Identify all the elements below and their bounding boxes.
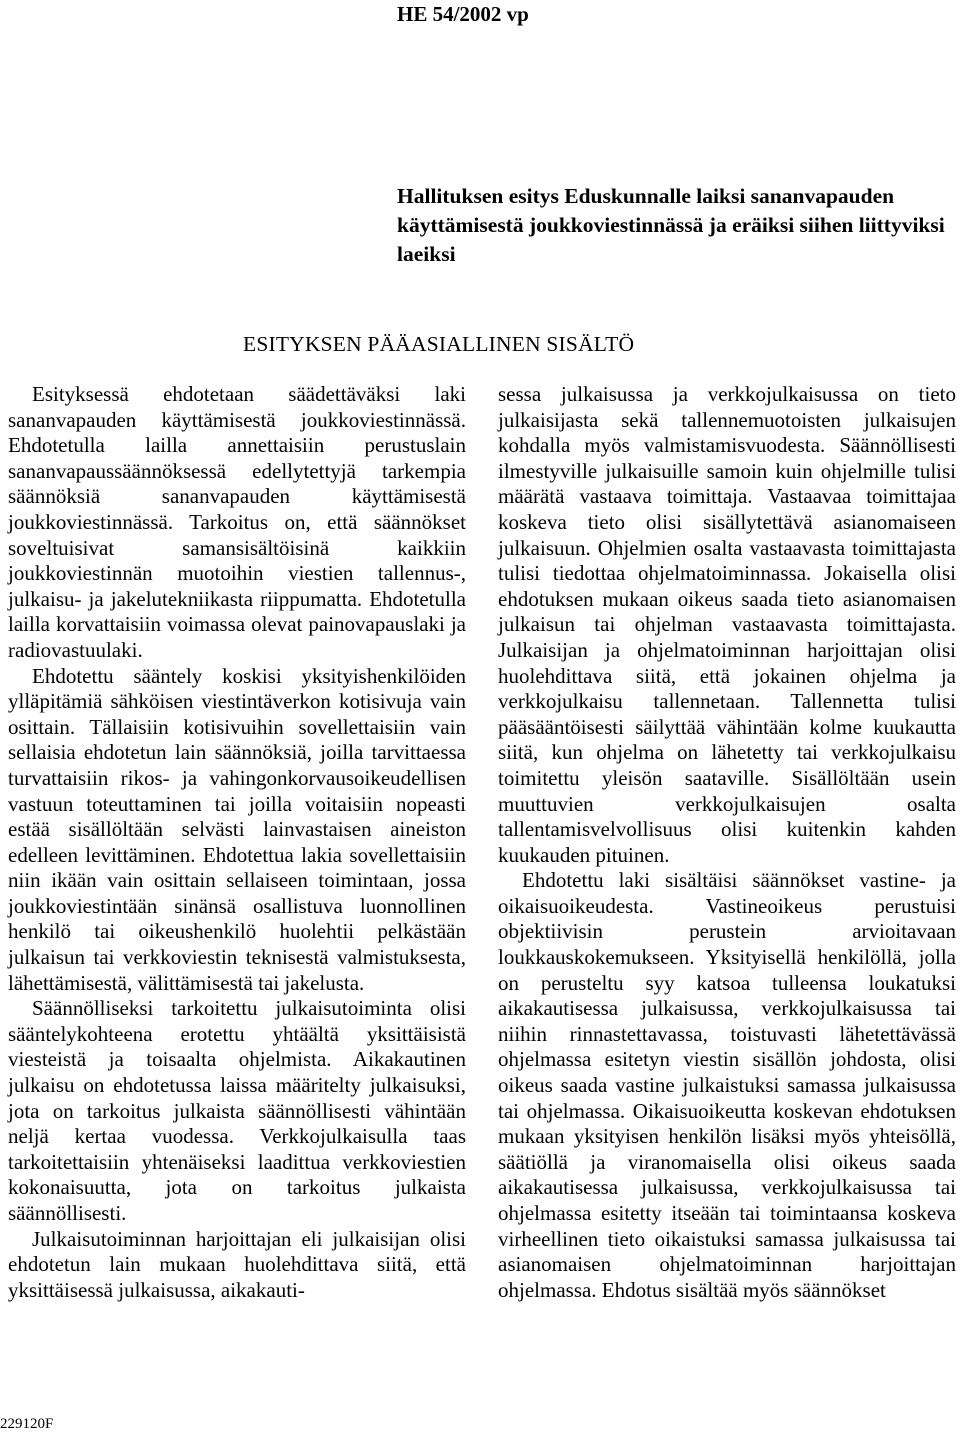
paragraph: Julkaisutoiminnan harjoittajan eli julkaisijan olisi ehdotetun lain mukaan huolehdittava siitä, että yksittäisessä julkaisussa, aikakauti- — [8, 1226, 466, 1302]
paragraph: Ehdotettu laki sisältäisi säännökset vastine- ja oikaisuoikeudesta. Vastineoikeus perustuisi objektiivisin perustein arvioitavaan loukkauskokemukseen. Yksityisellä henkilöllä, jolla on perusteltu syy katsoa tulleensa loukatuksi aikakautisessa julkaisussa, verkkojulkaisussa tai niihin rinnastettavassa, toistuvasti lähetettävässä ohjelmassa esitetyn viestin sisällön johdosta, olisi oikeus saada vastine julkaistuksi samassa julkaisussa tai ohjelmassa. Oikaisuoikeutta koskevan ehdotuksen mukaan yksityisen henkilön lisäksi myös yhteisöllä, säätiöllä ja viranomaisella olisi oikeus saada aikakautisessa julkaisussa, verkkojulkaisussa tai ohjelmassa esitetty itseään tai toimintaansa koskeva virheellinen tieto oikaistuksi samassa julkaisussa tai asianomaisen ohjelmatoiminnan harjoittajan ohjelmassa. Ehdotus sisältää myös säännökset — [498, 868, 956, 1302]
paragraph: Esityksessä ehdotetaan säädettäväksi laki sananvapauden käyttämisestä joukkoviestinnässä. Ehdotetulla lailla annettaisiin perustuslain sananvapaussäännöksessä edellytettyjä tarkempia säännöksiä sananvapauden käyttämisestä joukkoviestinnässä. Tarkoitus on, että säännökset soveltuisivat samansisältöisinä kaikkiin joukkoviestinnän muotoihin viestien tallennus-, julkaisu- ja jakelutekniikasta riippumatta. Ehdotetulla lailla korvattaisiin voimassa olevat painovapauslaki ja radiovastuulaki. — [8, 382, 466, 662]
paragraph: Ehdotettu sääntely koskisi yksityishenkilöiden ylläpitämiä sähköisen viestintäverkon kotisivuja vain osittain. Tällaisiin kotisivuihin sovellettaisiin vain sellaisia ehdotetun lain säännöksiä, joilla tarvittaessa turvattaisiin rikos- ja vahingonkorvausoikeudellisen vastuun toteuttaminen tai joilla voitaisiin nopeasti estää sisällöltään selvästi lainvastaisen aineiston edelleen levittäminen. Ehdotettua lakia sovellettaisiin niin ikään vain osittain sellaiseen toimintaan, jossa joukkoviestintään sinänsä osallistuva luonnollinen henkilö tai oikeushenkilö huolehtii pelkästään julkaisun tai verkkoviestin teknisestä valmistuksesta, lähettämisestä, välittämisestä tai jakelusta. — [8, 663, 466, 995]
section-heading: ESITYKSEN PÄÄASIALLINEN SISÄLTÖ — [243, 332, 635, 356]
paragraph: sessa julkaisussa ja verkkojulkaisussa on tieto julkaisijasta sekä tallennemuotoisten julkaisujen kohdalla myös valmistamisvuodesta. Säännöllisesti ilmestyville julkaisuille samoin kuin ohjelmille tulisi määrätä vastaava toimittaja. Vastaavaa toimittajaa koskeva tieto olisi sisällytettävä asianomaiseen julkaisuun. Ohjelmien osalta vastaavasta toimittajasta tulisi tiedottaa ohjelmatoiminnassa. Jokaisella olisi ehdotuksen mukaan oikeus saada tieto asianomaisen julkaisun tai ohjelman vastaavasta toimittajasta. Julkaisijan ja ohjelmatoiminnan harjoittajan olisi huolehdittava siitä, että jokainen ohjelma ja verkkojulkaisu tallennetaan. Tallennetta tulisi pääsääntöisesti säilyttää vähintään kolme kuukautta siitä, kun ohjelma on lähetetty tai verkkojulkaisu toimitettu yleisön saataville. Sisällöltään usein muuttuvien verkkojulkaisujen osalta tallentamisvelvollisuus olisi kuitenkin kahden kuukauden pituinen. — [498, 382, 956, 867]
right-column — [498, 382, 956, 1303]
document-title: Hallituksen esitys Eduskunnalle laiksi sananvapauden käyttämisestä joukkoviestinnässä ja eräiksi siihen liittyviksi laeiksi — [397, 184, 945, 266]
paragraph: Säännölliseksi tarkoitettu julkaisutoiminta olisi sääntelykohteena erotettu yhtäältä yksittäisistä viesteistä ja toisaalta ohjelmista. Aikakautinen julkaisu on ehdotetussa laissa määritelty julkaisuksi, jota on tarkoitus julkaista säännöllisesti vähintään neljä kertaa vuodessa. Verkkojulkaisulla taas tarkoitettaisiin yhtenäiseksi laadittua verkkoviestien kokonaisuutta, jota on tarkoitus julkaista säännöllisesti. — [8, 996, 466, 1225]
document-id: HE 54/2002 vp — [397, 2, 529, 26]
footer-code: 229120F — [0, 1416, 54, 1432]
left-column — [8, 382, 466, 1303]
